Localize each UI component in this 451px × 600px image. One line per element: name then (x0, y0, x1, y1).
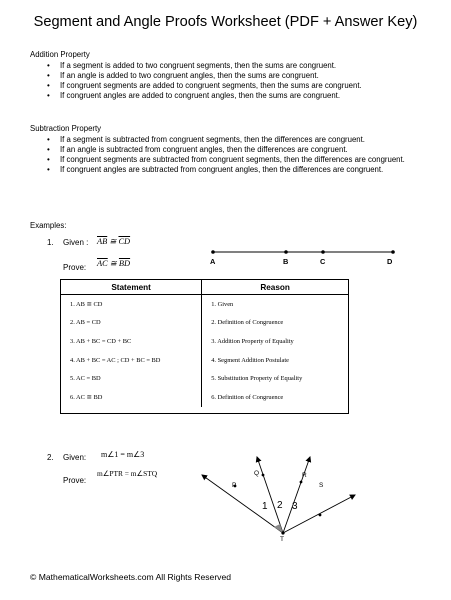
segment-diagram (200, 244, 410, 270)
point-q-label: Q (254, 470, 260, 477)
ray-tr (283, 457, 310, 533)
ex2-given-label: Given: (63, 453, 87, 462)
point-a-label: A (210, 257, 216, 266)
point-t-dot (281, 531, 284, 534)
statement-header: Statement (61, 280, 202, 295)
subtraction-item: • If a segment is subtracted from congruent segments, then the differences are congruent. (30, 135, 420, 145)
point-r-label: R (302, 472, 307, 479)
point-p-label: P (232, 482, 237, 489)
addition-item: • If an angle is added to two congruent angles, then the sums are congruent. (30, 71, 430, 81)
congruent-symbol: ≅ (109, 259, 117, 268)
point-b-label: B (283, 257, 289, 266)
segment-ac: $\overline{AC}$ (97, 259, 108, 268)
table-row (61, 351, 348, 370)
segment-cd: $\overline{CD}$ (118, 237, 131, 246)
angle-2-label: 2 (277, 500, 283, 511)
statement-cell: 1. AB ≅ CD (61, 295, 202, 314)
table-row (61, 314, 348, 333)
point-s-dot (319, 514, 322, 517)
ray-tp (202, 475, 283, 533)
statement-cell: 4. AB + BC = AC ; CD + BC = BD (61, 351, 202, 370)
table-row (61, 388, 348, 407)
ex2-given-statement: m∠1 = m∠3 (101, 450, 145, 459)
table-row (61, 369, 348, 388)
point-q-dot (262, 474, 265, 477)
point-c-label: C (320, 257, 326, 266)
reason-cell: 4. Segment Addition Postulate (211, 356, 289, 364)
reason-cell: 1. Given (211, 300, 234, 308)
ex1-number: 1. (47, 238, 54, 247)
statement-cell: 6. AC ≅ BD (61, 388, 202, 407)
proof-table-box (60, 279, 349, 414)
ray-tq (257, 457, 283, 533)
ex1-given-statement (97, 236, 130, 246)
point-s-label: S (319, 482, 324, 489)
point-d-dot (391, 250, 395, 254)
point-r-dot (300, 481, 303, 484)
ex2-prove-statement: m∠PTR = m∠STQ (97, 469, 158, 478)
reason-cell: 3. Addition Property of Equality (211, 337, 294, 345)
page-title: Segment and Angle Proofs Worksheet (PDF + Answer Key) (33, 14, 418, 30)
reason-cell: 5. Substitution Property of Equality (211, 375, 303, 383)
segment-ab: $\overline{AB}$ (97, 237, 108, 246)
point-b-dot (284, 250, 288, 254)
angle-3-label: 3 (292, 501, 298, 512)
subtraction-item: • If congruent angles are subtracted from congruent angles, then the differences are congruent. (30, 165, 420, 175)
addition-item: • If congruent angles are added to congruent angles, then the sums are congruent. (30, 91, 430, 101)
ex2-prove-label: Prove: (63, 476, 87, 485)
table-row (61, 295, 348, 314)
subtraction-heading: Subtraction Property (30, 124, 102, 133)
point-d-label: D (387, 257, 393, 266)
footer-copyright: © MathematicalWorksheets.com All Rights Reserved (30, 572, 232, 582)
point-t-label: T (280, 536, 284, 543)
reason-cell: 6. Definition of Congruence (211, 393, 284, 401)
ex1-prove-label: Prove: (63, 263, 87, 272)
statement-cell: 5. AC = BD (61, 369, 202, 388)
point-c-dot (321, 250, 325, 254)
ex1-prove-statement (97, 258, 130, 268)
addition-heading: Addition Property (30, 50, 90, 59)
table-header-row (61, 280, 348, 295)
ex1-given-label: Given : (63, 238, 89, 247)
ex2-number: 2. (47, 453, 54, 462)
table-row (61, 332, 348, 351)
angle-1-label: 1 (262, 501, 268, 512)
addition-item: • If congruent segments are added to congruent segments, then the sums are congruent. (30, 81, 430, 91)
reason-cell: 2. Definition of Congruence (211, 319, 284, 327)
point-a-dot (211, 250, 215, 254)
statement-cell: 2. AB = CD (61, 314, 202, 333)
subtraction-item: • If congruent segments are subtracted from congruent segments, then the differences are congruent. (30, 155, 420, 165)
addition-list (30, 61, 430, 101)
subtraction-item: • If an angle is subtracted from congruent angles, then the differences are congruent. (30, 145, 420, 155)
subtraction-list (30, 135, 420, 175)
proof-table (61, 280, 348, 407)
reason-header: Reason (202, 280, 348, 295)
addition-item: • If a segment is added to two congruent segments, then the sums are congruent. (30, 61, 430, 71)
segment-bd: $\overline{BD}$ (118, 259, 131, 268)
statement-cell: 3. AB + BC = CD + BC (61, 332, 202, 351)
congruent-symbol: ≅ (109, 237, 117, 246)
examples-label: Examples: (30, 221, 67, 230)
